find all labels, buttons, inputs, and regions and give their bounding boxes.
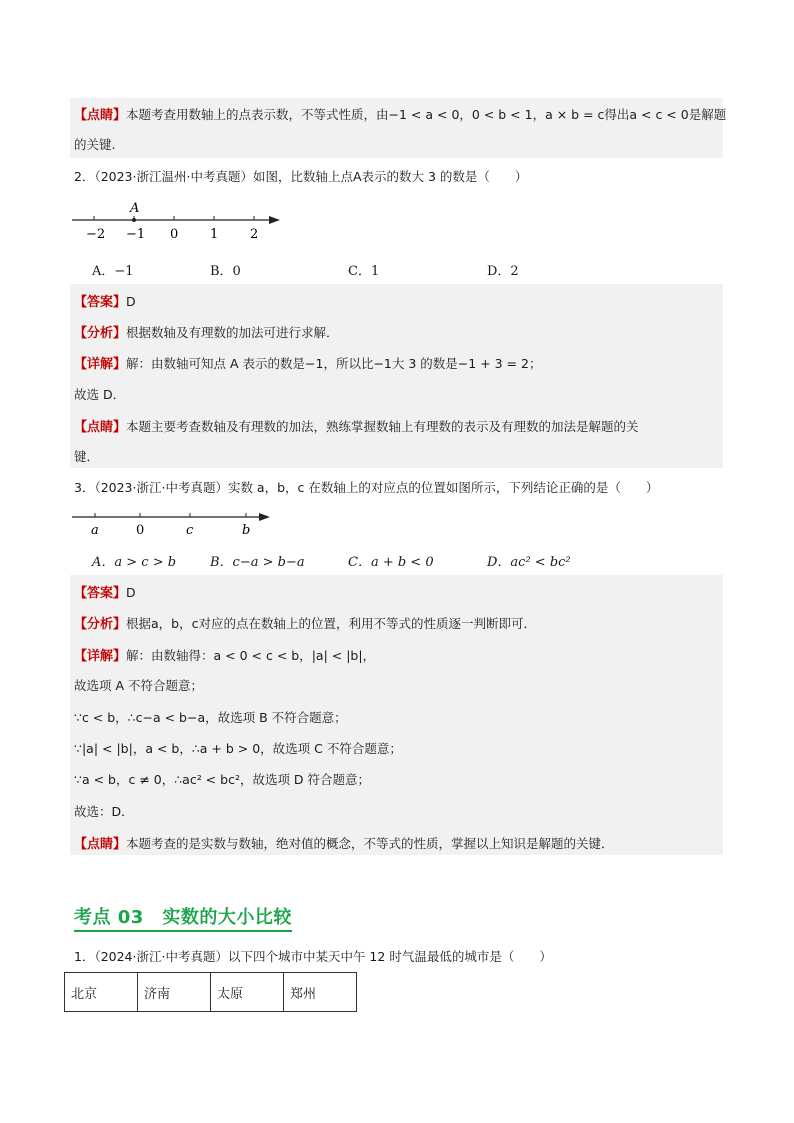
point-b-label: b [242,523,251,538]
solution-block-2 [70,284,723,468]
option-a: A．−1 [92,264,134,279]
detail-text: 解：由数轴可知点 A 表示的数是−1，所以比−1大 3 的数是−1 + 3 = 2； [126,356,542,371]
detail-tag: 【详解】 [74,649,127,664]
analysis-text: 根据a，b，c对应的点在数轴上的位置，利用不等式的性质逐一判断即可． [126,616,536,631]
remark-line-2: 的关键. [74,137,116,152]
option-d: D．ac² < bc² [487,555,571,570]
remark-line [74,104,726,123]
answer-value: D [126,585,136,600]
answer-tag: 【答案】 [74,295,127,310]
question-2-stem: 2．（2023·浙江温州·中考真题）如图，比数轴上点A表示的数大 3 的数是（ ） [74,169,528,184]
section-heading: 考点 03 实数的大小比较 [74,903,292,932]
question-1-stem: 1．（2024·浙江·中考真题）以下四个城市中某天中午 12 时气温最低的城市是（ ） [74,949,552,964]
detail-text: 解：由数轴得：a < 0 < c < b，|a| < |b|， [126,648,376,663]
number-line-q2 [66,196,286,242]
detail-step: 故选项 A 不符合题意； [74,678,203,693]
analysis-line [74,322,339,341]
number-line-q3 [66,505,286,539]
analysis-tag: 【分析】 [74,326,127,341]
option-b: B．0 [210,264,241,279]
tick-label: −2 [86,227,106,242]
option-a: A．a > c > b [92,555,177,570]
answer-value: D [126,294,136,309]
table-row [65,973,357,1012]
remark-text: 本题主要考查数轴及有理数的加法，熟练掌握数轴上有理数的表示及有理数的加法是解题的关 [126,419,639,434]
table-cell: 济南 [138,973,211,1012]
analysis-text: 根据数轴及有理数的加法可进行求解． [126,325,339,340]
remark-line [74,416,639,435]
tick-label: 2 [250,227,259,242]
remark-text: 本题考查用数轴上的点表示数，不等式性质，由−1 < a < 0，0 < b < 1，a × b = c得出a < c < 0是解题 [126,107,727,122]
detail-line [74,353,541,372]
point-a-label: A [130,201,140,216]
tick-label: 1 [210,227,219,242]
cities-table [64,972,357,1012]
remark-line [74,833,614,852]
table-cell: 北京 [65,973,138,1012]
question-3-stem: 3．（2023·浙江·中考真题）实数 a，b，c 在数轴上的对应点的位置如图所示，下列结论正确的是（ ） [74,480,659,495]
table-cell: 太原 [211,973,284,1012]
remark-tag: 【点睛】 [74,420,127,435]
option-b: B．c−a > b−a [210,555,305,570]
answer-line [74,582,136,601]
point-a-label: a [91,523,99,538]
zero-label: 0 [136,523,145,538]
detail-step: 故选：D． [74,804,134,819]
option-c: C．a + b < 0 [348,555,434,570]
point-c-label: c [186,523,194,538]
detail-tag: 【详解】 [74,357,127,372]
analysis-tag: 【分析】 [74,617,127,632]
analysis-line [74,613,536,632]
detail-step: ∵c < b，∴c−a < b−a，故选项 B 不符合题意； [74,710,347,725]
detail-step: ∵|a| < |b|，a < b，∴a + b > 0，故选项 C 不符合题意； [74,741,402,756]
table-cell: 郑州 [284,973,357,1012]
answer-line [74,291,136,310]
option-c: C．1 [348,264,380,279]
remark-tag: 【点睛】 [74,837,127,852]
option-d: D．2 [487,264,519,279]
detail-line [74,645,375,664]
remark-text: 本题考查的是实数与数轴，绝对值的概念，不等式的性质，掌握以上知识是解题的关键． [126,836,614,851]
remark-tag: 【点睛】 [74,108,127,123]
remark-line-2: 键． [74,449,100,464]
tick-label: 0 [170,227,179,242]
detail-step: ∵a < b，c ≠ 0，∴ac² < bc²，故选项 D 符合题意； [74,772,371,787]
tick-label: −1 [126,227,146,242]
answer-tag: 【答案】 [74,586,127,601]
conclusion-line: 故选 D． [74,387,126,402]
